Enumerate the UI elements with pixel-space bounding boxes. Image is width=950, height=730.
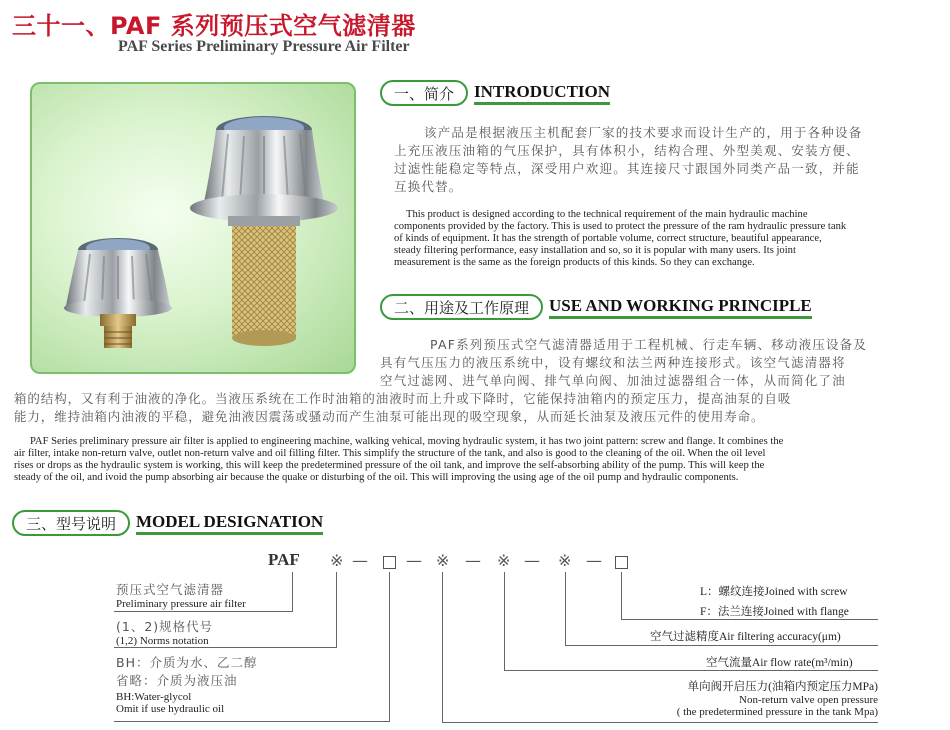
label-medium [116,653,257,715]
section-header-usage [380,294,812,320]
label-cn: (1、2)规格代号 [116,619,214,634]
label-valve-pressure [608,678,878,718]
leader-line [565,572,566,646]
section-label-cn: 一、简介 [380,80,468,106]
label-connection-flange: F：法兰连接Joined with flange [700,606,849,618]
text-line: components provided by the factory. This is used to protect the pressure of the ram hydraulic pressure tank [394,221,847,232]
usage-paragraph-cn-part2 [14,390,940,426]
label-cn: 单向阀开启压力(油箱内预定压力MPa) [687,681,878,693]
section-label-cn: 三、型号说明 [12,510,130,536]
leader-line [336,572,337,648]
text-line: PAF Series preliminary pressure air filter is applied to engineering machine, walking vehical, moving hydraulic system, it has two joint pattern: screw and flange. It combines the [30,436,784,447]
text-line: 空气过滤网、进气单向阀、排气单向阀、加油过滤器组合一体，从而简化了油 [380,373,846,388]
section-header-introduction [380,80,610,106]
text-line: of kinds of equipment. It has the strength of portable volume, correct structure, beautiful appearance, [394,233,822,244]
text-line: 该产品是根据液压主机配套厂家的技术要求而设计生产的，用于各种设备 [424,125,863,140]
intro-paragraph-cn [394,124,940,196]
label-air-flow-rate: 空气流量Air flow rate(m³/min) [706,657,853,669]
model-code-dash-1: — [352,551,368,570]
model-code-mark-4: ※ [558,551,572,570]
text-line: 上充压液压油箱的气压保护，具有体积小，结构合理、外型美观、安装方便、 [394,143,860,158]
label-en: ( the predetermined pressure in the tank Mpa) [676,706,878,718]
model-code-mark-1: ※ [330,551,344,570]
label-product-name [116,580,246,610]
leader-line [442,572,443,723]
usage-paragraph-en [14,436,940,484]
text-line: measurement is the same as the foreign products of this kinds. So they can exchange. [394,257,755,268]
model-code-dash-3: — [465,551,481,570]
text-line: steady filtering performance, easy installation and so, so it is popular with many users. Its joint [394,245,796,256]
intro-paragraph-en [394,209,940,269]
label-en: Omit if use hydraulic oil [116,703,225,715]
leader-line [114,721,390,722]
section-label-en: MODEL DESIGNATION [136,512,323,535]
model-code-box-2 [615,556,628,569]
page-subtitle: PAF Series Preliminary Pressure Air Filter [118,38,410,55]
text-line: 互换代替。 [394,179,463,194]
page-title: 三十一、PAF 系列预压式空气滤清器 [12,12,416,40]
label-cn: 预压式空气滤清器 [116,582,225,597]
label-en: (1,2) Norms notation [116,635,209,647]
model-code-prefix: PAF [268,550,300,569]
leader-line [389,572,390,722]
leader-line [114,647,337,648]
section-header-model [12,510,323,536]
model-code-mark-2: ※ [436,551,450,570]
label-cn: BH：介质为水、乙二醇 [116,655,258,670]
usage-paragraph-cn-part1 [380,336,940,390]
section-label-cn: 二、用途及工作原理 [380,294,543,320]
leader-line [292,572,293,612]
model-code-dash-5: — [586,551,602,570]
text-line: PAF系列预压式空气滤清器适用于工程机械、行走车辆、移动液压设备及 [430,337,868,352]
leader-line [565,645,878,646]
text-line: This product is designed according to the technical requirement of the main hydraulic machine [406,209,808,220]
label-en: Non-return valve open pressure [739,694,878,706]
text-line: 能力，维持油箱内油液的平稳，避免油液因震荡或骚动而产生油泵可能出现的吸空现象，从而延长油泵及液压元件的使用寿命。 [14,409,765,424]
text-line: air filter, intake non-return valve, outlet non-return valve and oil filling filter. This simplify the structure of the tank, and also is good to the cleaning of the oil. When the oil level [14,448,766,459]
label-norms [116,617,213,647]
label-en: Preliminary pressure air filter [116,598,246,610]
label-en: BH:Water-glycol [116,691,192,703]
text-line: rises or drops as the hydraulic system is working, this will keep the predetermined pressure of the oil tank, and improve the self-absorbing ability of the pump. This will keep the [14,460,765,471]
section-label-en: USE AND WORKING PRINCIPLE [549,296,812,319]
text-line: steady of the oil, and ivoid the pump absorbing air because the quake or disturbing of the oil. This will improving the using age of the oil pump and hydraulic components. [14,472,739,483]
leader-line [504,670,878,671]
label-cn: 省略：介质为液压油 [116,673,238,688]
section-label-en: INTRODUCTION [474,82,610,105]
text-line: 具有气压压力的液压系统中，设有螺纹和法兰两种连接形式。该空气滤清器将 [380,355,846,370]
leader-line [621,572,622,620]
model-code-mark-3: ※ [497,551,511,570]
text-line: 箱的结构，又有利于油液的净化。当液压系统在工作时油箱的油液时而上升或下降时，它能保持油箱内的预定压力，提高油泵的自吸 [14,391,792,406]
leader-line [504,572,505,671]
product-photo [30,82,356,374]
leader-line [442,722,878,723]
air-filter-illustration [32,84,356,374]
text-line: 过滤性能稳定等特点，深受用户欢迎。其连接尺寸跟国外同类产品一致，并能 [394,161,860,176]
label-connection-screw: L：螺纹连接Joined with screw [700,586,848,598]
leader-line [621,619,878,620]
model-code-dash-4: — [524,551,540,570]
model-code-dash-2: — [406,551,422,570]
leader-line [114,611,293,612]
label-filtering-accuracy: 空气过滤精度Air filtering accuracy(μm) [650,631,841,643]
model-code-box-1 [383,556,396,569]
